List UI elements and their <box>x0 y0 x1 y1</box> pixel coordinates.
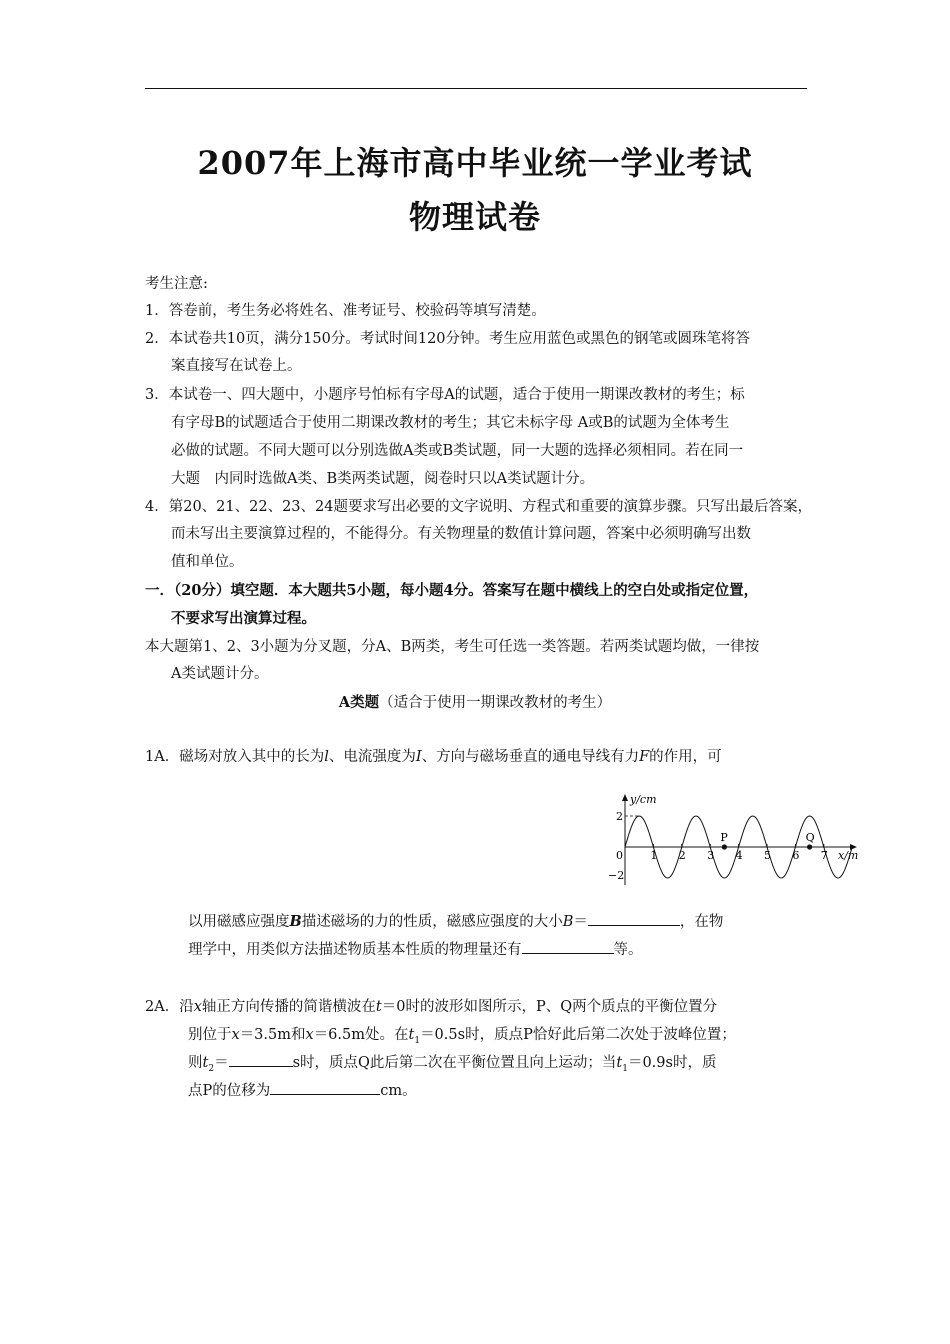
x-tick-label: 3 <box>707 849 715 862</box>
x-tick-label: 7 <box>820 849 828 862</box>
section-note-cont: A类试题计分。 <box>171 666 269 682</box>
question-1a-line2: 以用磁感应强度B描述磁场的力的性质，磁感应强度的大小B＝ ，在物 <box>188 908 808 936</box>
section-heading: 一．（20分）填空题．本大题共5小题，每小题4分。答案写在题中横线上的空白处或指定位置， <box>145 582 759 599</box>
notice-item-4-cont1: 而未写出主要演算过程的，不能得分。有关物理量的数值计算问题，答案中必须明确写出数 <box>171 526 751 542</box>
notice-item-2: 2．本试卷共10页，满分150分。考试时间120分钟。考生应用蓝色或黑色的钢笔或圆珠笔将答 <box>145 331 751 347</box>
section-note: 本大题第1、2、3小题为分叉题，分A、B两类，考生可任选一类答题。若两类试题均做，一律按 <box>145 639 760 655</box>
x-tick-label: 4 <box>735 849 743 862</box>
point-q <box>807 844 812 849</box>
y-tick-neg: −2 <box>608 869 625 882</box>
wave-figure <box>600 785 865 890</box>
exam-subtitle: 物理试卷 <box>408 198 541 236</box>
notice-item-4: 4．第20、21、22、23、24题要求写出必要的文字说明、方程式和重要的演算步骤。只写出最后答案， <box>145 499 812 515</box>
x-tick-label: 2 <box>678 849 686 862</box>
y-axis-arrow <box>622 794 628 801</box>
x-tick-label: 6 <box>792 849 800 862</box>
notice-item-3-cont2: 必做的试题。不同大题可以分别选做A类或B类试题，同一大题的选择必须相同。若在同一 <box>171 443 744 459</box>
question-2a-line3: 则$t_2= s$时，质点Q此后第二次在平衡位置且向上运动；当$t_1=0.9s$时，质 <box>188 1049 808 1083</box>
notice-item-2-cont: 案直接写在试卷上。 <box>171 358 302 374</box>
y-tick-pos: 2 <box>616 810 623 823</box>
question-2a-line2: 别位于x＝3.5m和x＝6.5m处。在$t_1=0.5s$时，质点P恰好此后第二次处于波峰位置； <box>188 1027 736 1046</box>
answer-blank-1[interactable] <box>588 909 680 926</box>
notice-item-3: 3．本试卷一、四大题中，小题序号怕标有字母A的试题，适合于使用一期课改教材的考生；标 <box>145 387 745 403</box>
answer-blank-2[interactable] <box>522 937 614 954</box>
origin-label: 0 <box>616 849 623 862</box>
x-axis-label: x/m <box>838 849 859 862</box>
x-tick-label: 5 <box>764 849 771 862</box>
point-p <box>722 844 727 849</box>
group-a-heading: A类题（适合于使用一期课改教材的考生） <box>338 694 612 711</box>
question-2a-line4: 点P的位移为 cm。 <box>188 1077 808 1105</box>
top-rule <box>145 88 807 89</box>
exam-title: 2007年上海市高中毕业统一学业考试 <box>197 144 753 182</box>
notice-item-1: 1．答卷前，考生务必将姓名、准考证号、校验码等填写清楚。 <box>145 303 546 319</box>
question-1a-line3: 理学中，用类似方法描述物质基本性质的物理量还有 等。 <box>188 936 808 964</box>
answer-blank-4[interactable] <box>270 1078 380 1095</box>
section-heading-cont: 不要求写出演算过程。 <box>171 610 316 627</box>
notice-item-4-cont2: 值和单位。 <box>171 554 244 570</box>
point-q-label: Q <box>805 831 815 844</box>
question-2a-line1: 2A．沿x轴正方向传播的简谐横波在t＝0时的波形如图所示，P、Q两个质点的平衡位置分 <box>145 999 718 1015</box>
y-axis-label: y/cm <box>630 793 657 806</box>
x-tick-label: 1 <box>650 849 658 862</box>
question-1a-line1: 1A．磁场对放入其中的长为l、电流强度为I、方向与磁场垂直的通电导线有力F的作用，可 <box>145 749 722 765</box>
notice-item-3-cont3: 大题 内同时选做A类、B类两类试题，阅卷时只以A类试题计分。 <box>171 471 595 487</box>
notice-heading: 考生注意: <box>145 276 208 292</box>
answer-blank-3[interactable] <box>229 1050 293 1067</box>
notice-item-3-cont1: 有字母B的试题适合于使用二期课改教材的考生；其它未标字母 A或B的试题为全体考生 <box>171 415 730 431</box>
point-p-label: P <box>720 831 728 844</box>
